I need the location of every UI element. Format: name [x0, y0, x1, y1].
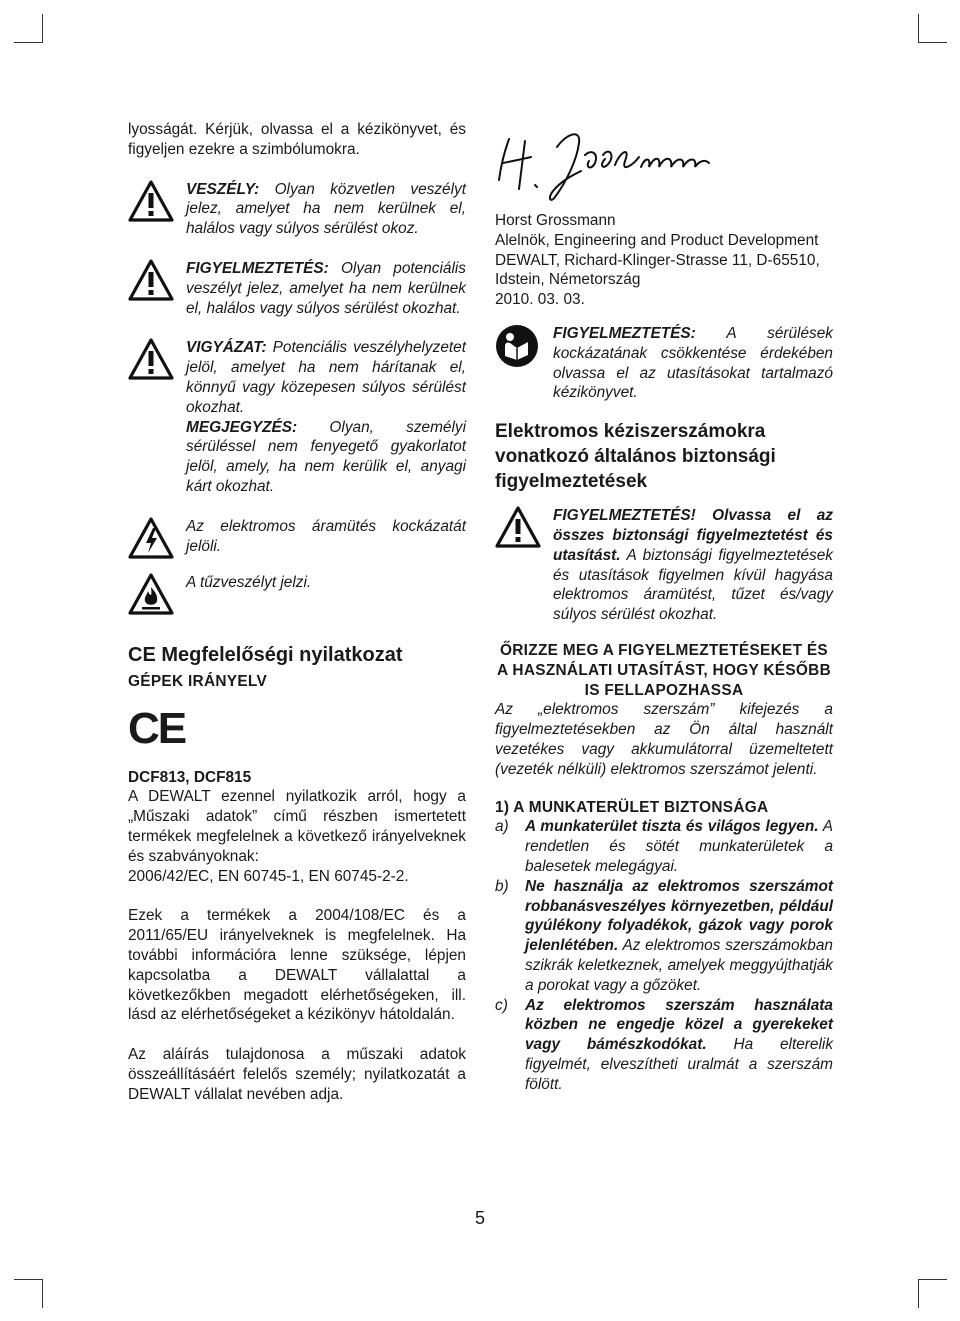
general-warning-text: A biztonsági figyelmeztetések és utasítások figyelmen kívül hagyása elektromos áramütést, tűzet és/vagy súlyos sérülést okozhat. [553, 546, 833, 624]
handwritten-signature [495, 125, 833, 205]
keep-instructions-heading: ŐRIZZE MEG A FIGYELMEZTETÉSEKET ÉS A HASZNÁLATI UTASÍTÁST, HOGY KÉSŐBB IS FELLAPOZHASSA [497, 641, 831, 699]
read-label: FIGYELMEZTETÉS: [553, 324, 696, 342]
left-column [128, 120, 466, 1105]
read-manual-icon [495, 324, 553, 376]
read-manual-notice [495, 324, 833, 403]
caution-text: Potenciális veszélyhelyzetet jelöl, amelyet ha nem hárítanak el, könnyű vagy közepesen súlyos sérülést okozhat. [186, 339, 466, 416]
warning-triangle-icon [128, 180, 186, 232]
right-column [495, 125, 833, 1094]
crop-mark-top-right [918, 14, 947, 43]
company-address: DEWALT, Richard-Klinger-Strasse 11, D-65510, Idstein, Németország [495, 251, 820, 289]
intro-text: lyosságát. Kérjük, olvassa el a kézikönyvet, és figyeljen ezekre a szimbólumokra. [128, 121, 466, 158]
shock-notice [128, 517, 466, 569]
list-marker: b) [495, 877, 509, 895]
work-area-heading: 1) A MUNKATERÜLET BIZTONSÁGA [495, 798, 769, 816]
ce-mark: CE [128, 703, 186, 753]
list-item-bold: A munkaterület tiszta és világos legyen. [525, 818, 819, 836]
ce-subtitle: GÉPEK IRÁNYELV [128, 672, 268, 690]
page-number: 5 [474, 1208, 485, 1228]
list-item-text: Ha elterelik figyelmét, elveszítheti uralmát a szerszám fölött. [525, 1036, 834, 1093]
model-numbers: DCF813, DCF815 [128, 768, 252, 786]
list-marker: c) [495, 996, 508, 1014]
notice-text: Olyan, személyi sérüléssel nem fenyegető gyakorlatot jelöl, amely, ha nem kerülik el, anyagi kárt okozhat. [186, 418, 466, 495]
declaration-paragraph-2: Ezek a termékek a 2004/108/EC és a 2011/65/EU irányelveknek is megfelelnek. Ha további információra lenne szüksége, lépjen kapcsolatba a DEWALT vállalattal a következőkben megadott elérhetőségeken, ill. lásd az elérhetőségeket a kézikönyv hátoldalán. [128, 907, 466, 1024]
crop-mark-bottom-right [918, 1279, 947, 1308]
declaration-paragraph-3: Az aláírás tulajdonosa a műszaki adatok összeállításáért felelős személy; nyilatkozatát a DEWALT vállalat nevében adja. [128, 1046, 466, 1103]
fire-notice [128, 573, 466, 625]
keep-instructions-text: Az „elektromos szerszám” kifejezés a figyelmeztetésekben az Ön által használt vezetékes vagy akkumulátorral üzemeltetett (vezeték nélküli) elektromos szerszámot jelenti. [495, 701, 833, 778]
caution-label: VIGYÁZAT: [186, 339, 267, 357]
list-item-bold: Az elektromos szerszám használata közben ne engedje közel a gyerekeket vagy bámészkodókat. [525, 996, 833, 1054]
warning-triangle-icon [495, 506, 553, 558]
danger-label: VESZÉLY: [186, 180, 260, 198]
list-item [495, 996, 833, 1095]
warning-triangle-icon [128, 259, 186, 311]
crop-mark-top-left [14, 14, 43, 43]
general-warning-bold: Olvassa el az összes biztonsági figyelmeztetést és utasítást. [553, 507, 833, 564]
warning-label: FIGYELMEZTETÉS: [186, 259, 329, 277]
list-marker: a) [495, 818, 509, 836]
list-item [495, 817, 833, 876]
list-item [495, 877, 833, 996]
read-text: A sérülések kockázatának csökkentése érdekében olvassa el az utasításokat tartalmazó kézikönyvet. [553, 324, 833, 402]
electric-shock-icon [128, 517, 186, 569]
fire-hazard-icon [128, 573, 186, 625]
warning-notice [128, 259, 466, 318]
declaration-paragraph-1: A DEWALT ezennel nyilatkozik arról, hogy a „Műszaki adatok” című részben ismertetett termékek megfelelnek a következő irányelveknek és szabványoknak: [128, 788, 466, 865]
shock-text: Az elektromos áramütés kockázatát jelöli. [186, 517, 466, 555]
signatory-name: Horst Grossmann [495, 212, 616, 229]
list-item-text: Az elektromos szerszámokban szikrák keletkeznek, amelyek meggyújthatják a porokat vagy a gőzöket. [525, 937, 833, 994]
standards-list: 2006/42/EC, EN 60745-1, EN 60745-2-2. [128, 867, 409, 885]
ce-title: CE Megfelelőségi nyilatkozat [128, 643, 403, 666]
list-item-bold: Ne használja az elektromos szerszámot robbanásveszélyes környezetben, például gyúlékony folyadékok, gázok vagy porok jelenlétében. [525, 877, 833, 955]
caution-notice [128, 338, 466, 496]
warning-text: Olyan potenciális veszélyt jelez, amelyet ha nem kerülnek el, halálos vagy súlyos sérülést okozhat. [186, 259, 466, 317]
general-warning-label: FIGYELMEZTETÉS! [553, 507, 696, 525]
section-title: Elektromos kéziszerszámokra vonatkozó általános biztonsági figyelmeztetések [495, 421, 776, 493]
danger-text: Olyan közvetlen veszélyt jelez, amelyet ha nem kerülnek el, halálos vagy súlyos sérülést okoz. [186, 180, 467, 238]
fire-text: A tűzveszélyt jelzi. [186, 573, 312, 591]
signatory-title: Alelnök, Engineering and Product Development [495, 231, 819, 249]
list-item-text: A rendetlen és sötét munkaterületek a balesetek melegágyai. [525, 818, 833, 875]
warning-triangle-icon [128, 338, 186, 390]
declaration-date: 2010. 03. 03. [495, 291, 585, 309]
danger-notice [128, 180, 466, 239]
general-warning-notice [495, 506, 833, 625]
notice-label: MEGJEGYZÉS: [186, 418, 298, 436]
crop-mark-bottom-left [14, 1279, 43, 1308]
